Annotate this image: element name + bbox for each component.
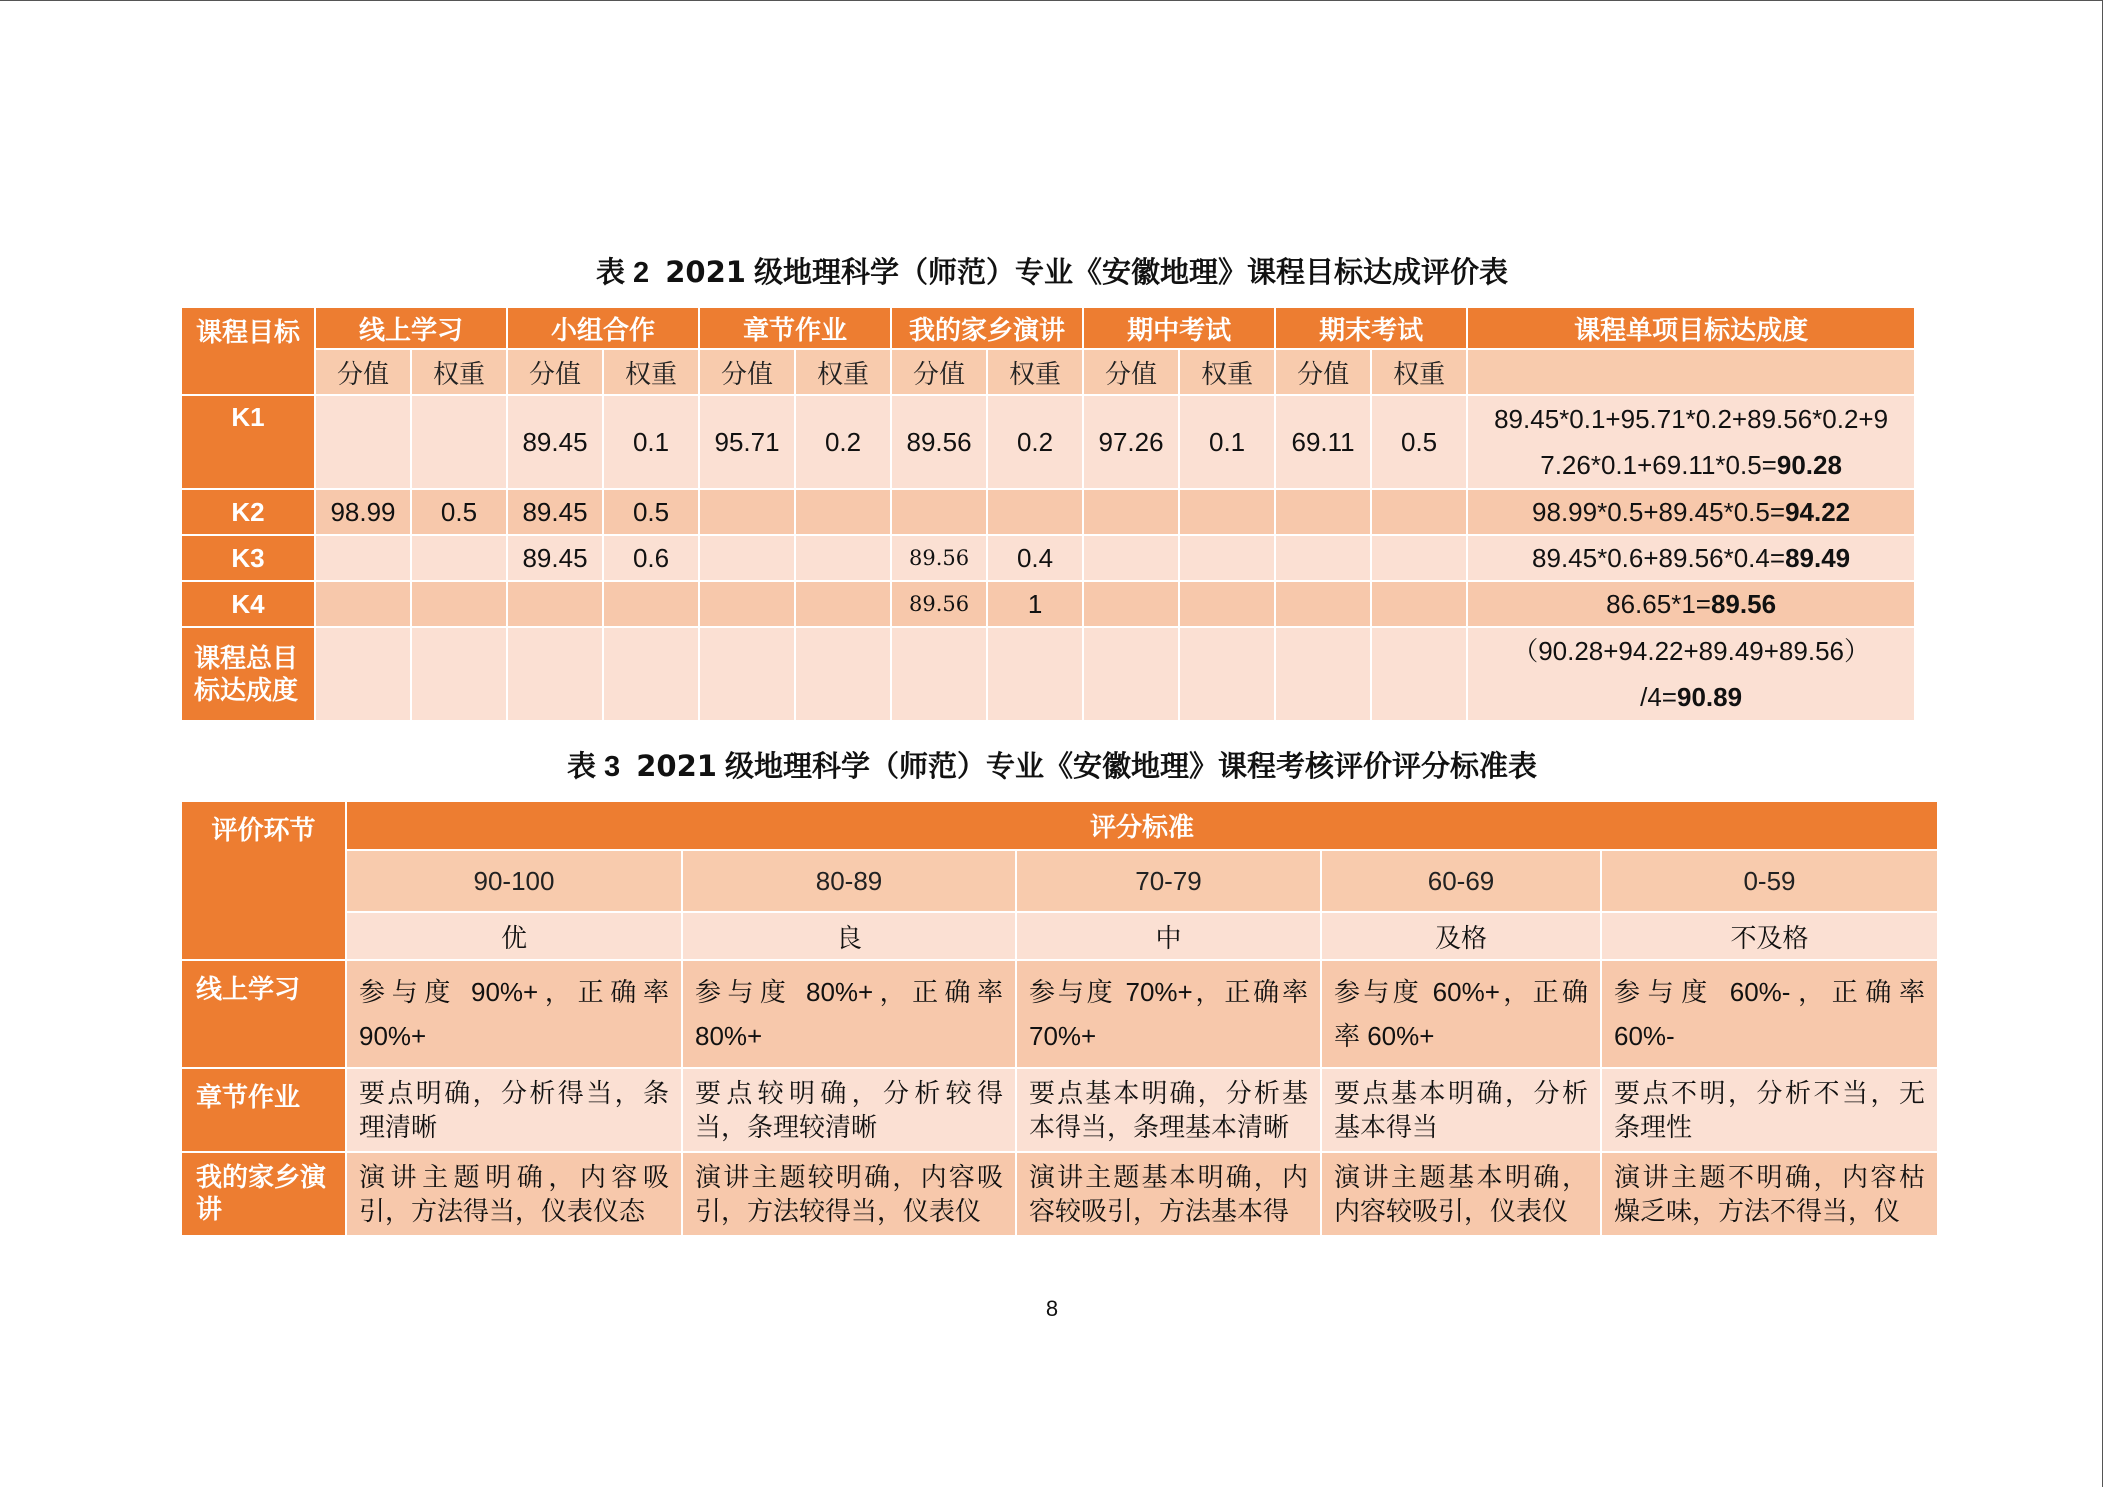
- header-group: 小组合作: [507, 307, 699, 349]
- table2-caption-prefix: 表 2: [595, 257, 650, 289]
- cell: 0.5: [1371, 395, 1467, 489]
- result-value: 90.28: [1776, 450, 1842, 480]
- cell: [1275, 581, 1371, 627]
- row-label: K3: [181, 535, 315, 581]
- criteria-cell: 参与度 80%+，正确率 80%+: [682, 960, 1016, 1068]
- cell: [795, 627, 891, 721]
- cell: 89.56: [891, 535, 987, 581]
- table3-range-row: [181, 850, 1938, 912]
- formula-cell: [1467, 581, 1915, 627]
- goal-achievement-table: [180, 306, 1916, 722]
- sub-weight: 权重: [1179, 349, 1275, 395]
- cell: [1179, 581, 1275, 627]
- row-label-total: [181, 627, 315, 721]
- cell: [987, 489, 1083, 535]
- cell: [795, 489, 891, 535]
- cell: 0.5: [603, 489, 699, 535]
- header-group: 期中考试: [1083, 307, 1275, 349]
- cell: 0.1: [603, 395, 699, 489]
- cell: [411, 535, 507, 581]
- criteria-cell: 要点不明，分析不当，无条理性: [1601, 1068, 1938, 1152]
- table2-caption-year: 2021: [665, 255, 746, 289]
- formula-line: 86.65*1=: [1606, 588, 1711, 619]
- formula-line: 98.99*0.5+89.45*0.5=: [1532, 496, 1786, 527]
- grading-standard-table: [180, 800, 1939, 1237]
- table-row: [181, 535, 1915, 581]
- table-row: [181, 1068, 1938, 1152]
- criteria-cell: 演讲主题较明确，内容吸引，方法较得当，仪表仪: [682, 1152, 1016, 1236]
- formula-line: 7.26*0.1+69.11*0.5=: [1540, 450, 1777, 480]
- cell: [1371, 627, 1467, 721]
- header-group: 期末考试: [1275, 307, 1467, 349]
- range-cell: 70-79: [1016, 850, 1321, 912]
- cell: [1083, 535, 1179, 581]
- range-cell: 80-89: [682, 850, 1016, 912]
- formula-cell: [1467, 489, 1915, 535]
- cell: [315, 535, 411, 581]
- sub-score: 分值: [699, 349, 795, 395]
- cell: 98.99: [315, 489, 411, 535]
- cell: [795, 535, 891, 581]
- criteria-cell: 演讲主题不明确，内容枯燥乏味，方法不得当，仪: [1601, 1152, 1938, 1236]
- cell: [795, 581, 891, 627]
- row-label: K4: [181, 581, 315, 627]
- cell: [1371, 535, 1467, 581]
- sub-score: 分值: [891, 349, 987, 395]
- sub-weight: 权重: [411, 349, 507, 395]
- table3-caption: [0, 744, 2104, 785]
- table-row: [181, 581, 1915, 627]
- sub-weight: 权重: [795, 349, 891, 395]
- cell: [1179, 535, 1275, 581]
- cell: [315, 627, 411, 721]
- table3-caption-prefix: 表 3: [566, 751, 621, 783]
- criteria-cell: 参与度 60%-，正确率 60%-: [1601, 960, 1938, 1068]
- cell: 0.1: [1179, 395, 1275, 489]
- table3-grade-row: [181, 912, 1938, 960]
- header-group: 线上学习: [315, 307, 507, 349]
- cell: [1083, 627, 1179, 721]
- cell: 89.56: [891, 581, 987, 627]
- table2-header-row: [181, 307, 1915, 349]
- cell: 97.26: [1083, 395, 1179, 489]
- row-label: K1: [181, 395, 315, 489]
- cell: [315, 395, 411, 489]
- cell: [507, 627, 603, 721]
- cell: [891, 627, 987, 721]
- sub-weight: 权重: [987, 349, 1083, 395]
- cell: 69.11: [1275, 395, 1371, 489]
- cell: [699, 627, 795, 721]
- result-value: 94.22: [1785, 496, 1851, 527]
- criteria-cell: 参与度 70%+，正确率 70%+: [1016, 960, 1321, 1068]
- cell: [507, 581, 603, 627]
- total-label-line: 课程总目: [194, 643, 299, 673]
- cell: 0.4: [987, 535, 1083, 581]
- total-label-line: 标达成度: [194, 675, 299, 705]
- page-number: 8: [1045, 1296, 1059, 1321]
- sub-score: 分值: [507, 349, 603, 395]
- criteria-cell: 演讲主题基本明确，内容较吸引，仪表仪: [1321, 1152, 1601, 1236]
- table-row: [181, 1152, 1938, 1236]
- cell: [411, 581, 507, 627]
- sub-weight: 权重: [603, 349, 699, 395]
- cell: [1275, 627, 1371, 721]
- header-group: 我的家乡演讲: [891, 307, 1083, 349]
- row-label: K2: [181, 489, 315, 535]
- row-label: 我的家乡演讲: [181, 1152, 346, 1236]
- sub-score: 分值: [315, 349, 411, 395]
- range-cell: 60-69: [1321, 850, 1601, 912]
- formula-cell: [1467, 627, 1915, 721]
- criteria-cell: 演讲主题明确，内容吸引，方法得当，仪表仪态: [346, 1152, 682, 1236]
- grade-cell: 中: [1016, 912, 1321, 960]
- cell: 89.45: [507, 489, 603, 535]
- cell: 0.2: [795, 395, 891, 489]
- header-result: 课程单项目标达成度: [1467, 307, 1915, 349]
- grade-cell: 优: [346, 912, 682, 960]
- cell: [1179, 489, 1275, 535]
- table-row: [181, 489, 1915, 535]
- criteria-cell: 要点基本明确，分析基本得当: [1321, 1068, 1601, 1152]
- table3-caption-year: 2021: [636, 749, 717, 783]
- table-row-total: [181, 627, 1915, 721]
- grade-cell: 及格: [1321, 912, 1601, 960]
- criteria-cell: 参与度 90%+，正确率 90%+: [346, 960, 682, 1068]
- cell: [411, 395, 507, 489]
- cell: [315, 581, 411, 627]
- sub-blank: [1467, 349, 1915, 395]
- criteria-cell: 要点明确，分析得当，条理清晰: [346, 1068, 682, 1152]
- criteria-cell: 要点基本明确，分析基本得当，条理基本清晰: [1016, 1068, 1321, 1152]
- header-group: 章节作业: [699, 307, 891, 349]
- sub-score: 分值: [1275, 349, 1371, 395]
- header-course-goal: 课程目标: [181, 307, 315, 395]
- cell: [1083, 581, 1179, 627]
- header-standard: 评分标准: [346, 801, 1938, 850]
- grade-cell: 良: [682, 912, 1016, 960]
- cell: [987, 627, 1083, 721]
- range-cell: 0-59: [1601, 850, 1938, 912]
- cell: [1275, 489, 1371, 535]
- table-row: [181, 395, 1915, 489]
- formula-cell: [1467, 535, 1915, 581]
- cell: [603, 581, 699, 627]
- cell: 89.45: [507, 535, 603, 581]
- cell: [699, 535, 795, 581]
- table3-header-row: [181, 801, 1938, 850]
- cell: 89.56: [891, 395, 987, 489]
- formula-line: /4=: [1640, 682, 1677, 712]
- cell: [603, 627, 699, 721]
- formula-line: （90.28+94.22+89.49+89.56）: [1512, 636, 1870, 666]
- formula-line: 89.45*0.1+95.71*0.2+89.56*0.2+9: [1494, 404, 1889, 434]
- cell: 0.6: [603, 535, 699, 581]
- cell: [1371, 581, 1467, 627]
- cell: [1179, 627, 1275, 721]
- criteria-cell: 演讲主题基本明确，内容较吸引，方法基本得: [1016, 1152, 1321, 1236]
- sub-weight: 权重: [1371, 349, 1467, 395]
- table2-subheader-row: [181, 349, 1915, 395]
- cell: 89.45: [507, 395, 603, 489]
- cell: 1: [987, 581, 1083, 627]
- table2-caption: [0, 250, 2104, 291]
- result-value: 89.56: [1710, 588, 1777, 619]
- cell: 95.71: [699, 395, 795, 489]
- table2-caption-title: 级地理科学（师范）专业《安徽地理》课程目标达成评价表: [754, 257, 1509, 289]
- sub-score: 分值: [1083, 349, 1179, 395]
- table-row: [181, 960, 1938, 1068]
- cell: 0.2: [987, 395, 1083, 489]
- cell: [1275, 535, 1371, 581]
- table3-caption-title: 级地理科学（师范）专业《安徽地理》课程考核评价评分标准表: [725, 751, 1538, 783]
- cell: [411, 627, 507, 721]
- cell: [699, 489, 795, 535]
- cell: [891, 489, 987, 535]
- cell: 0.5: [411, 489, 507, 535]
- cell: [1083, 489, 1179, 535]
- result-value: 90.89: [1676, 682, 1743, 712]
- grade-cell: 不及格: [1601, 912, 1938, 960]
- cell: [1371, 489, 1467, 535]
- criteria-cell: 要点较明确，分析较得当，条理较清晰: [682, 1068, 1016, 1152]
- header-stage: 评价环节: [181, 801, 346, 960]
- row-label: 线上学习: [181, 960, 346, 1068]
- criteria-cell: 参与度 60%+，正确率 60%+: [1321, 960, 1601, 1068]
- formula-line: 89.45*0.6+89.56*0.4=: [1532, 542, 1786, 573]
- cell: [699, 581, 795, 627]
- formula-cell: [1467, 395, 1915, 489]
- range-cell: 90-100: [346, 850, 682, 912]
- result-value: 89.49: [1785, 542, 1851, 573]
- row-label: 章节作业: [181, 1068, 346, 1152]
